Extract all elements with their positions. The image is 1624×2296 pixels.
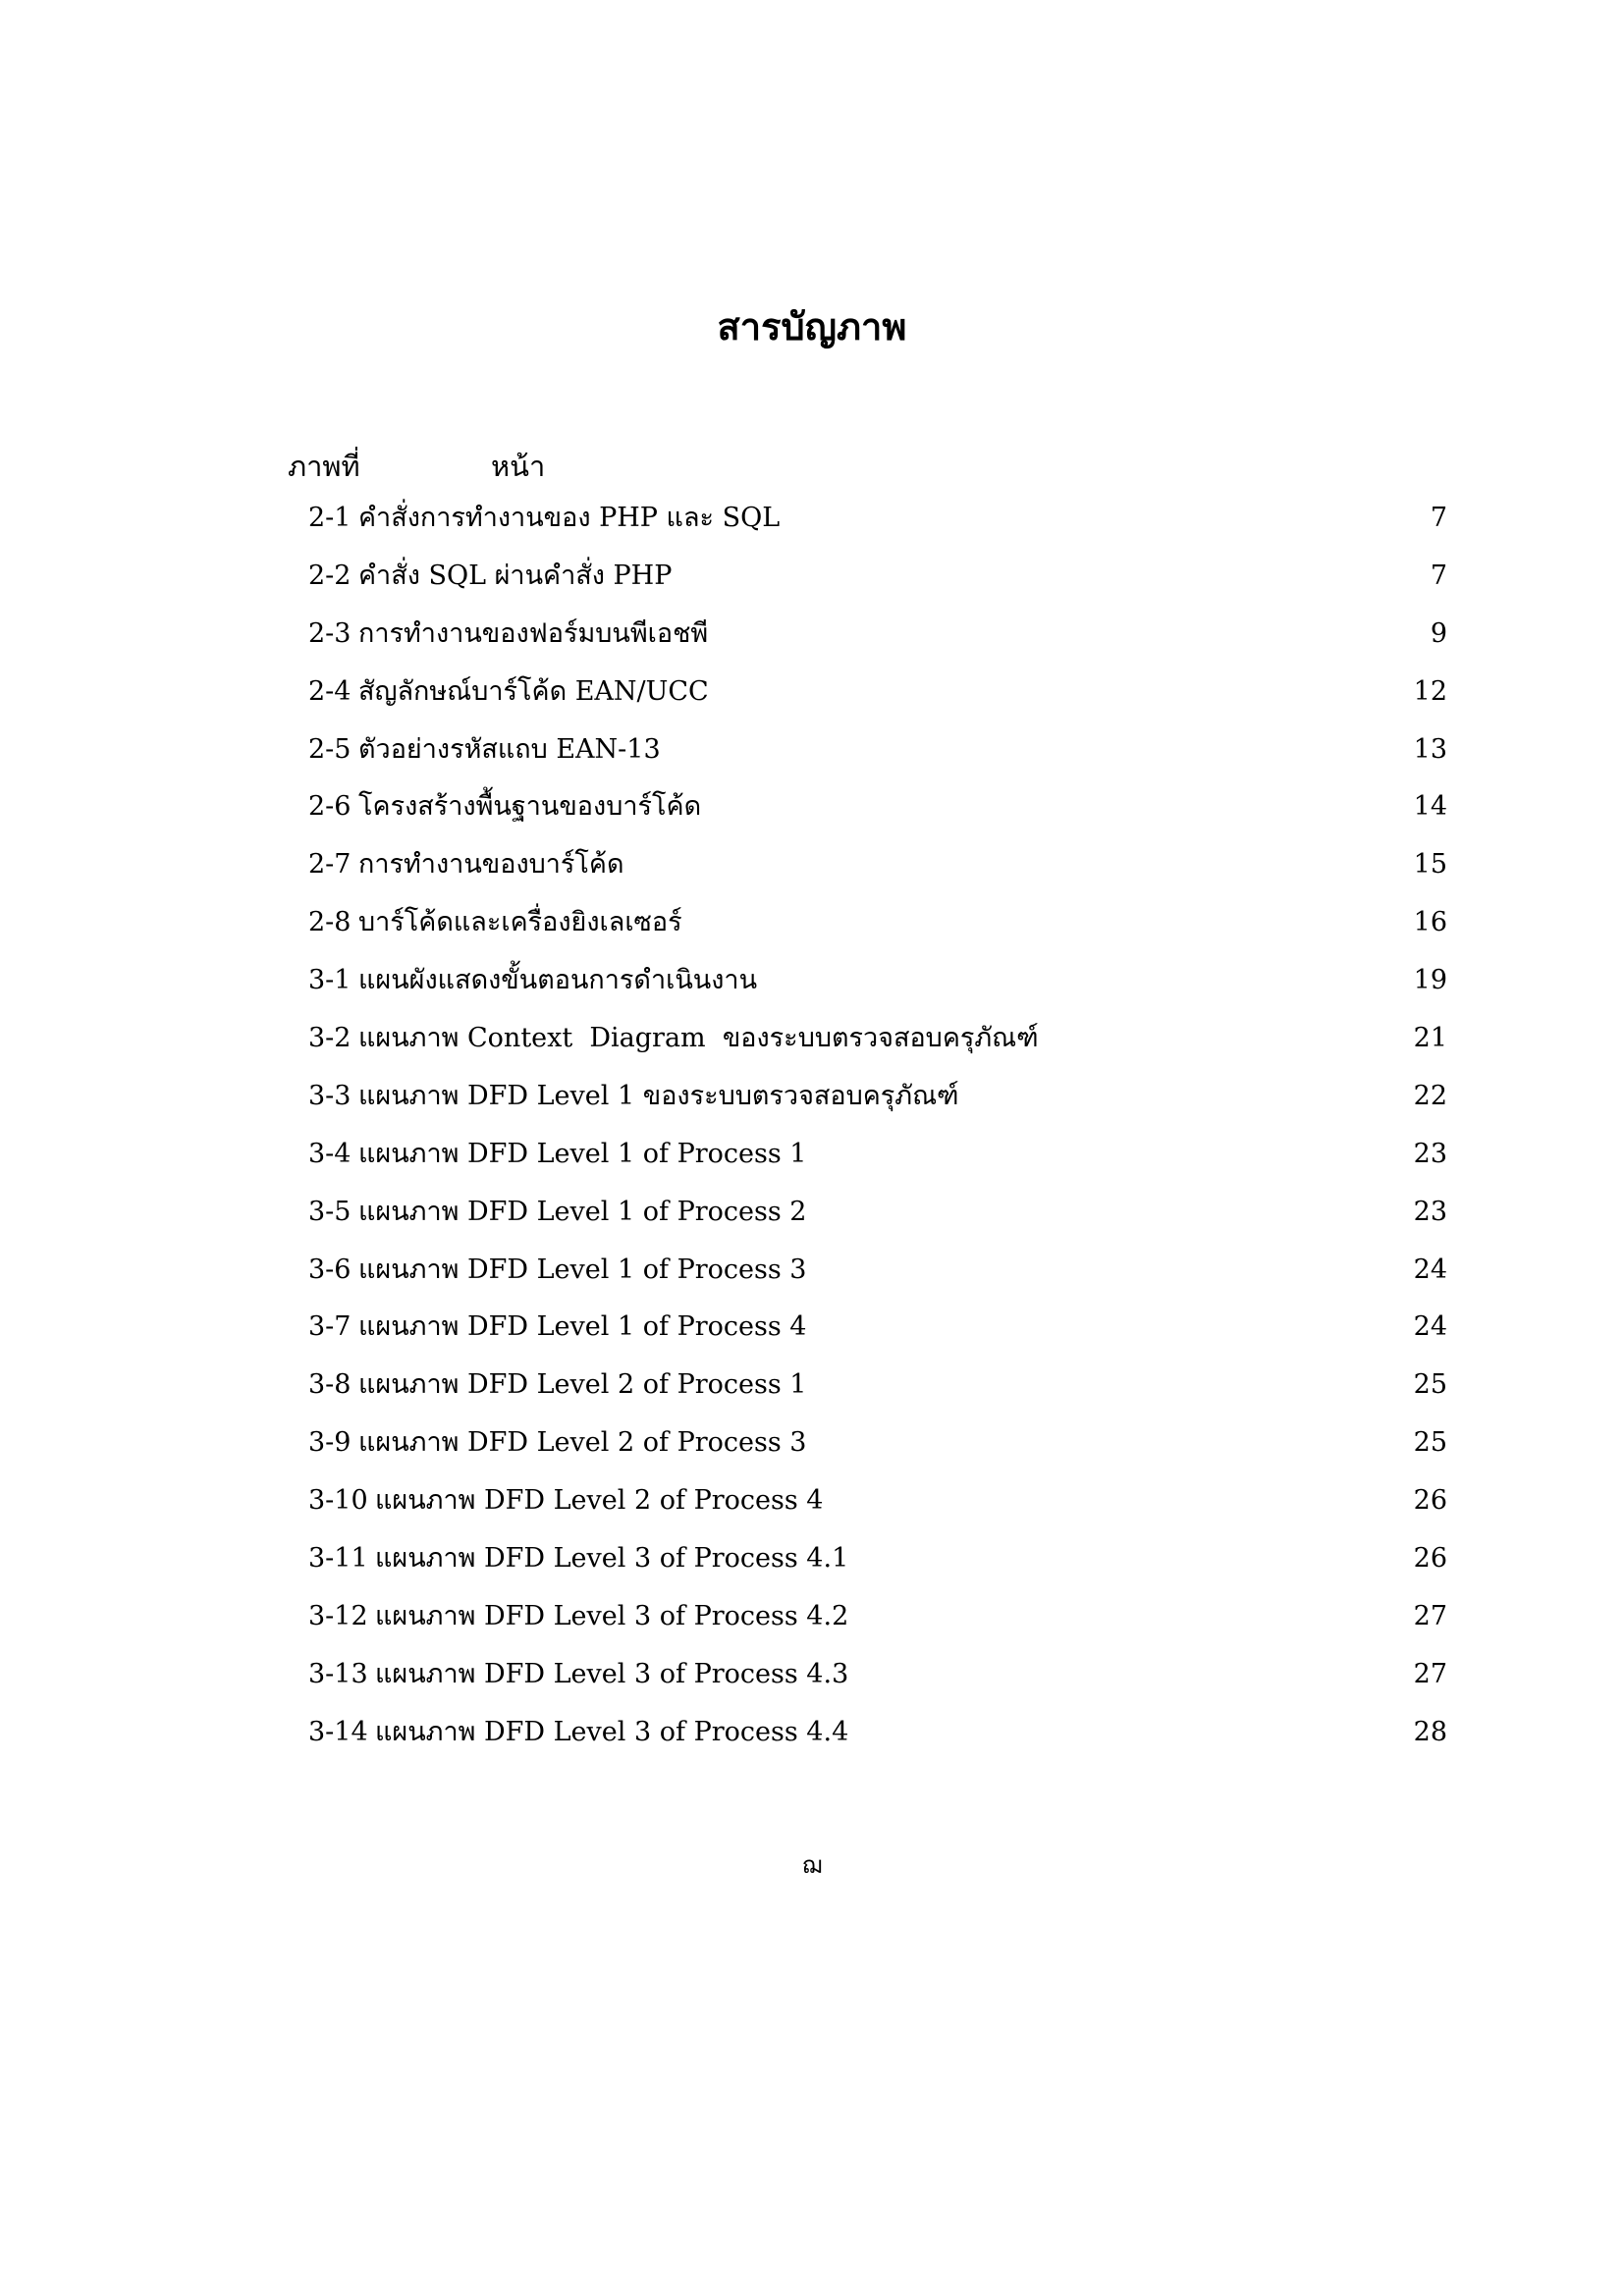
figure-caption: แผนภาพ DFD Level 1 of Process 2 bbox=[358, 1196, 807, 1227]
list-item bbox=[308, 1655, 1447, 1713]
list-item bbox=[308, 1597, 1447, 1655]
figure-number: 3-4 bbox=[308, 1138, 352, 1169]
list-item bbox=[308, 845, 1447, 903]
figure-caption: แผนภาพ DFD Level 3 of Process 4.1 bbox=[375, 1543, 849, 1575]
figure-caption: แผนภาพ DFD Level 3 of Process 4.3 bbox=[375, 1658, 849, 1689]
figure-caption: แผนผังแสดงขั้นตอนการดำเนินงาน bbox=[358, 965, 758, 996]
page-number: 28 bbox=[1413, 1716, 1447, 1747]
figure-number: 3-7 bbox=[308, 1311, 352, 1343]
list-item bbox=[308, 614, 1447, 672]
page-title: สารบัญภาพ bbox=[717, 304, 907, 348]
figure-caption: แผนภาพ DFD Level 1 of Process 4 bbox=[358, 1311, 807, 1343]
figure-caption: แผนภาพ DFD Level 2 of Process 4 bbox=[375, 1485, 824, 1517]
figure-number: 2-7 bbox=[308, 849, 352, 881]
page-number: 7 bbox=[1430, 503, 1447, 533]
page-number: 14 bbox=[1413, 791, 1447, 823]
figure-number: 3-10 bbox=[308, 1485, 368, 1517]
list-item bbox=[308, 1251, 1447, 1308]
figure-number: 2-6 bbox=[308, 791, 352, 823]
list-item bbox=[308, 903, 1447, 961]
list-item bbox=[308, 730, 1447, 788]
figure-caption: แผนภาพ DFD Level 1 of Process 3 bbox=[358, 1254, 807, 1285]
list-item bbox=[308, 1135, 1447, 1193]
figure-caption: แผนภาพ DFD Level 1 of Process 1 bbox=[358, 1138, 807, 1169]
page-number: 9 bbox=[1430, 617, 1447, 649]
figure-number: 2-4 bbox=[308, 675, 352, 707]
figure-caption: สัญลักษณ์บาร์โค้ด EAN/UCC bbox=[358, 675, 709, 707]
list-of-figures bbox=[308, 499, 1447, 1771]
figure-number: 3-14 bbox=[308, 1716, 368, 1747]
figure-number: 2-2 bbox=[308, 560, 352, 591]
figure-number: 3-3 bbox=[308, 1080, 352, 1111]
figure-caption: แผนภาพ DFD Level 2 of Process 1 bbox=[358, 1369, 807, 1401]
page-number: 7 bbox=[1430, 560, 1447, 591]
page-number: 27 bbox=[1413, 1658, 1447, 1689]
page-number: 13 bbox=[1413, 733, 1447, 765]
page-number: 22 bbox=[1413, 1080, 1447, 1111]
figure-column-header: ภาพที่ bbox=[288, 450, 360, 483]
page-number: 24 bbox=[1413, 1311, 1447, 1343]
figure-caption: ตัวอย่างรหัสแถบ EAN-13 bbox=[358, 733, 661, 765]
figure-number: 3-1 bbox=[308, 965, 352, 996]
figure-number: 3-9 bbox=[308, 1427, 352, 1459]
list-item bbox=[308, 1019, 1447, 1077]
list-item bbox=[308, 557, 1447, 614]
list-item bbox=[308, 787, 1447, 845]
page-number: 23 bbox=[1413, 1138, 1447, 1169]
figure-caption: คำสั่ง SQL ผ่านคำสั่ง PHP bbox=[358, 560, 673, 591]
figure-number: 3-11 bbox=[308, 1543, 368, 1575]
figure-caption: แผนภาพ DFD Level 1 ของระบบตรวจสอบครุภัณฑ์ bbox=[358, 1080, 959, 1111]
figure-caption: แผนภาพ DFD Level 3 of Process 4.2 bbox=[375, 1600, 849, 1631]
figure-number: 3-12 bbox=[308, 1600, 368, 1631]
figure-caption: การทำงานของบาร์โค้ด bbox=[358, 849, 624, 881]
figure-number: 3-8 bbox=[308, 1369, 352, 1401]
figure-caption: แผนภาพ DFD Level 3 of Process 4.4 bbox=[375, 1716, 849, 1747]
figure-number: 2-8 bbox=[308, 907, 352, 938]
page-number: 12 bbox=[1413, 675, 1447, 707]
figure-number: 3-2 bbox=[308, 1023, 352, 1054]
figure-number: 2-3 bbox=[308, 617, 352, 649]
page-number: 16 bbox=[1413, 907, 1447, 938]
figure-caption: โครงสร้างพื้นฐานของบาร์โค้ด bbox=[358, 791, 702, 823]
page-number: 27 bbox=[1413, 1600, 1447, 1631]
figure-number: 2-5 bbox=[308, 733, 352, 765]
figure-number: 3-6 bbox=[308, 1254, 352, 1285]
list-item bbox=[308, 1713, 1447, 1771]
page-number: 21 bbox=[1413, 1023, 1447, 1054]
list-item bbox=[308, 1423, 1447, 1481]
list-item bbox=[308, 499, 1447, 557]
list-item bbox=[308, 1193, 1447, 1251]
page-number: 25 bbox=[1413, 1369, 1447, 1401]
figure-caption: แผนภาพ DFD Level 2 of Process 3 bbox=[358, 1427, 807, 1459]
list-item bbox=[308, 672, 1447, 730]
page-column-header: หน้า bbox=[491, 450, 546, 483]
page-number: 23 bbox=[1413, 1196, 1447, 1227]
page-number: 24 bbox=[1413, 1254, 1447, 1285]
page-number: 19 bbox=[1413, 965, 1447, 996]
list-item bbox=[308, 961, 1447, 1019]
list-item bbox=[308, 1539, 1447, 1597]
figure-caption: บาร์โค้ดและเครื่องยิงเลเซอร์ bbox=[358, 907, 682, 938]
list-item bbox=[308, 1481, 1447, 1539]
page-number: 26 bbox=[1413, 1543, 1447, 1575]
page-number-footer: ฌ bbox=[801, 1851, 823, 1879]
list-item bbox=[308, 1365, 1447, 1423]
page-number: 15 bbox=[1413, 849, 1447, 881]
list-item bbox=[308, 1308, 1447, 1365]
page-number: 26 bbox=[1413, 1485, 1447, 1517]
figure-caption: คำสั่งการทำงานของ PHP และ SQL bbox=[358, 503, 781, 533]
figure-number: 3-13 bbox=[308, 1658, 368, 1689]
list-item bbox=[308, 1077, 1447, 1135]
figure-number: 3-5 bbox=[308, 1196, 352, 1227]
figure-number: 2-1 bbox=[308, 503, 352, 533]
figure-caption: การทำงานของฟอร์มบนพีเอชพี bbox=[358, 617, 709, 649]
page-number: 25 bbox=[1413, 1427, 1447, 1459]
figure-caption: แผนภาพ Context Diagram ของระบบตรวจสอบครุภัณฑ์ bbox=[358, 1023, 1039, 1054]
